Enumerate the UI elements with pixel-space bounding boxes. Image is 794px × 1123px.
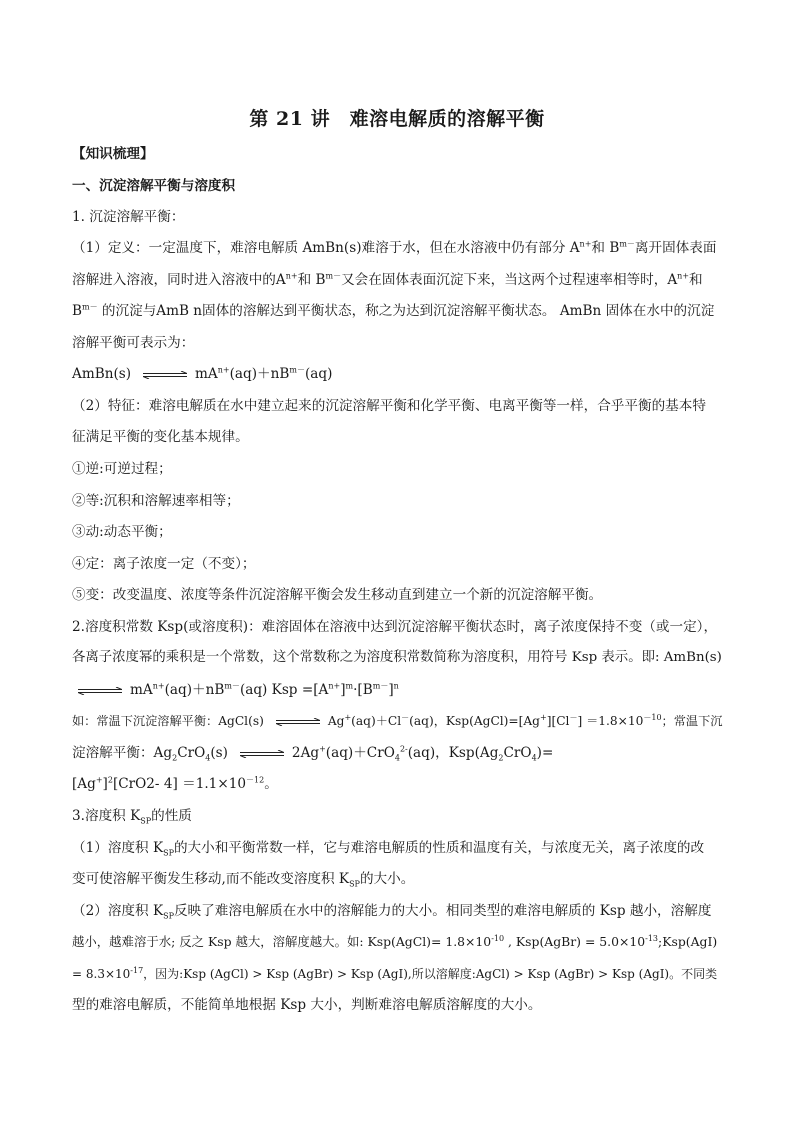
property-2-line-2: 越小，越难溶于水; 反之 Ksp 越大，溶解度越大。如: Ksp(AgCl)= $1.8\times 10^{-10}$ , Ksp(AgBr) = $5.0\times 10^{-13};Ksp(AgI)$	[72, 933, 718, 949]
equilibrium-equation: AmBn(s) $mA^{n+}(aq)+nB^{m-}(aq)$	[72, 365, 333, 382]
heading-1: 一、沉淀溶解平衡与溶度积	[72, 178, 236, 194]
equilibrium-arrow-icon	[240, 750, 284, 758]
property-2-line-4: 型的难溶电解质，不能简单地根据 Ksp 大小，判断难溶电解质溶解度的大小。	[72, 997, 542, 1013]
property-1-line-1: （1）溶度积 $K_{SP}$的大小和平衡常数一样，它与难溶电解质的性质和温度有关，与浓度无关，离子浓度的改	[72, 840, 705, 858]
feature-line-1: （2）特征：难溶电解质在水中建立起来的沉淀溶解平衡和化学平衡、电离平衡等一样，合乎平衡的基本特	[72, 398, 706, 414]
example-line-2: 淀溶解平衡：$Ag_2CrO_4(s)$ 2Ag+(aq)＋CrO$_4^{2-}$(aq)，$Ksp(Ag_2CrO_4)=$	[72, 744, 554, 763]
ksp-line-3: $mA^{n+}(aq)+nB^{m-}(aq)$ Ksp $=[A^{n+}]^m\cdot[B^{m-}]^n$	[72, 680, 399, 700]
definition-line-2: 溶解进入溶液，同时进入溶液中的$A^{n+}$和 $B^{m-}$又会在固体表面沉淀下来，当这两个过程速率相等时，$A^{n+}$和	[72, 271, 703, 288]
definition-line-3: $B^{m-}$ 的沉淀与AmB n固体的溶解达到平衡状态，称之为达到沉淀溶解平衡状态。 AmBn 固体在水中的沉淀	[72, 302, 715, 319]
property-heading: 3.溶度积 $K_{SP}$的性质	[72, 808, 192, 826]
feature-item-1: ①逆:可逆过程；	[72, 461, 172, 477]
page-title: 第 21 讲 难溶电解质的溶解平衡	[249, 108, 545, 130]
example-line-3: $[Ag^+]^2[CrO2-$ $4] =1.1\times 10^{-12}$。	[72, 775, 278, 792]
subheading-1: 1. 沉淀溶解平衡：	[72, 209, 185, 225]
feature-item-5: ⑤变：改变温度、浓度等条件沉淀溶解平衡会发生移动直到建立一个新的沉淀溶解平衡。	[72, 587, 603, 603]
ksp-line-2: 各离子浓度幂的乘积是一个常数，这个常数称之为溶度积常数简称为溶度积，用符号 Ksp 表示。即: AmBn(s)	[72, 650, 722, 665]
feature-line-2: 征满足平衡的变化基本规律。	[72, 429, 249, 445]
ksp-line-1: 2.溶度积常数 Ksp(或溶度积)：难溶固体在溶液中达到沉淀溶解平衡状态时，离子浓度保持不变（或一定），	[72, 619, 718, 635]
section-tag: 【知识梳理】	[72, 146, 154, 162]
property-2-line-1: （2）溶度积 $K_{SP}$反映了难溶电解质在水中的溶解能力的大小。相同类型的难溶电解质的 Ksp 越小，溶解度	[72, 903, 712, 921]
definition-line-4: 溶解平衡可表示为：	[72, 335, 195, 351]
equilibrium-arrow-icon	[78, 687, 122, 695]
property-1-line-2: 变可使溶解平衡发生移动,而不能改变溶度积 $K_{SP}$的大小。	[72, 871, 415, 889]
feature-item-4: ④定：离子浓度一定（不变）；	[72, 556, 256, 572]
feature-item-3: ③动:动态平衡；	[72, 524, 172, 540]
feature-item-2: ②等:沉积和溶解速率相等；	[72, 493, 240, 509]
equilibrium-arrow-icon	[276, 718, 320, 726]
property-2-line-3: = $8.3\times 10^{-17}$，因为:Ksp (AgCl) > Ksp (AgBr) > Ksp (AgI),所以溶解度:AgCl) > Ksp (AgBr) > Ksp (AgI)。不同类	[72, 966, 718, 981]
example-line-1: 如：常温下沉淀溶解平衡：AgCl(s) Ag+(aq)＋Cl－(aq)，Ksp(AgCl)=[Ag+][Cl－] $=1.8\times 10^{-10}$；常温下沉	[72, 712, 723, 728]
definition-line-1: （1）定义：一定温度下，难溶电解质 AmBn(s)难溶于水，但在水溶液中仍有部分 $A^{n+}$和 $B^{m-}$离开固体表面	[72, 239, 717, 256]
equilibrium-arrow-icon	[143, 371, 187, 379]
